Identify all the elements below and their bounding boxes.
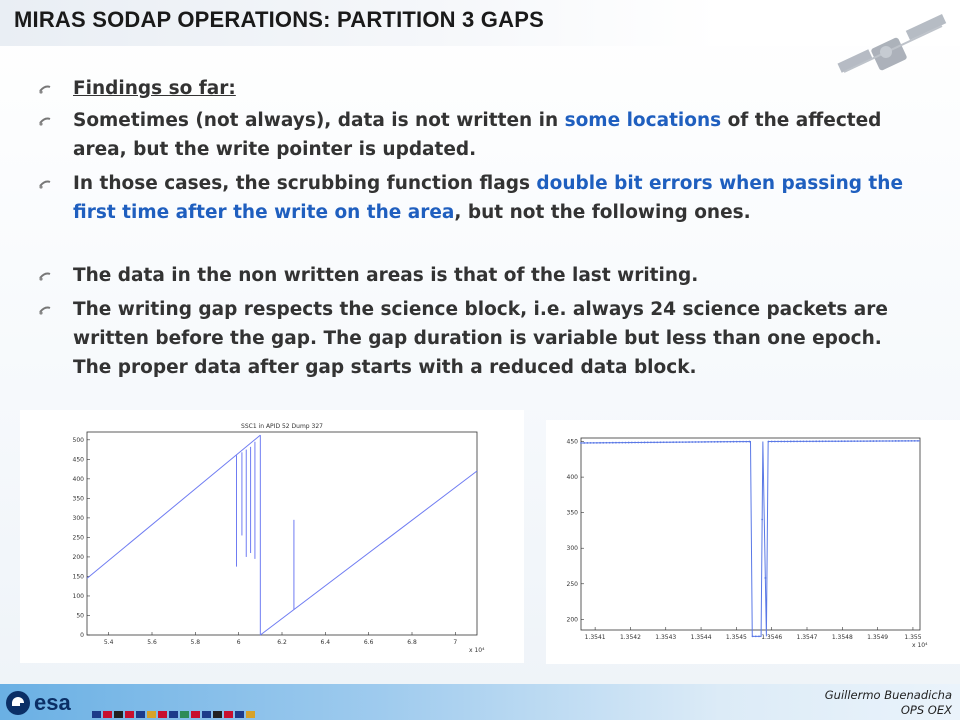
data-point [764,577,766,579]
data-point [825,440,827,442]
data-point [866,440,868,442]
x-tick-label: 1.3543 [655,634,677,641]
gap-zoom-plot-svg [546,420,960,664]
data-point [625,442,627,444]
bullet-icon [38,177,52,191]
data-point [803,440,805,442]
x-tick-label: 1.3544 [690,634,712,641]
data-point [602,442,604,444]
data-point [644,442,646,444]
gap-zoom-plot [546,420,960,664]
bullet-icon [38,269,52,283]
ssc1-plot [20,410,524,663]
data-point [882,440,884,442]
data-point [787,441,789,443]
data-point [847,440,849,442]
bullet-icon [38,114,52,128]
y-tick-label: 400 [566,474,578,482]
data-point [777,441,779,443]
y-tick-label: 300 [72,514,84,522]
text-run: of the affected area, but the write pointer is updated. [73,110,882,160]
data-point [685,441,687,443]
data-point [647,442,649,444]
data-point [888,440,890,442]
data-point [793,441,795,443]
y-tick-label: 450 [566,438,578,446]
y-tick-label: 400 [72,475,84,483]
data-point [660,441,662,443]
data-point [628,442,630,444]
y-tick-label: 500 [72,436,84,444]
data-point [669,441,671,443]
data-point [612,442,614,444]
member-flags [92,711,262,718]
data-point [729,441,731,443]
data-point [723,441,725,443]
highlight-run: some locations [564,110,722,131]
author-name: Guillermo Buenadicha [824,688,952,702]
data-point [809,440,811,442]
data-point [590,442,592,444]
data-point [780,441,782,443]
data-point [895,440,897,442]
x-tick-label: 6.6 [363,639,374,646]
data-point [656,441,658,443]
bullet-icon [38,82,52,96]
x-exponent-label: x 10⁴ [469,647,485,654]
data-point [911,440,913,442]
y-tick-label: 350 [566,509,578,517]
x-tick-label: 5.4 [103,639,114,646]
data-point [752,636,754,638]
x-tick-label: 6.2 [277,639,287,646]
data-point [615,442,617,444]
esa-logo [4,688,90,718]
author-block [825,688,952,718]
bullet-text [73,106,913,164]
data-point [758,636,760,638]
x-tick-label: 1.3546 [761,634,783,641]
x-tick-label: 1.3545 [725,634,747,641]
x-tick-label: 6.8 [407,639,417,646]
x-tick-label: 1.3549 [867,634,889,641]
bullet-icon [38,303,52,317]
data-point [784,441,786,443]
y-tick-label: 200 [566,616,578,624]
data-point [675,441,677,443]
data-point [755,636,757,638]
x-tick-label: 6 [236,639,241,646]
data-point [733,441,735,443]
data-point [768,441,770,443]
data-point [742,441,744,443]
y-tick-label: 250 [72,534,84,542]
bullet-text [73,261,913,290]
data-point [901,440,903,442]
page-title: MIRAS SODAP OPERATIONS: PARTITION 3 GAPS [14,7,544,32]
x-tick-label: 6.4 [320,639,331,646]
data-point [596,442,598,444]
y-tick-label: 300 [566,545,578,553]
data-point [653,441,655,443]
data-point [726,441,728,443]
x-tick-label: 1.3542 [619,634,641,641]
data-point [640,442,642,444]
text-run: , but not the following ones. [454,202,751,223]
data-point [749,441,751,443]
data-point [806,440,808,442]
data-point [745,441,747,443]
data-point [872,440,874,442]
data-point [631,442,633,444]
data-point [634,442,636,444]
data-point [828,440,830,442]
text-run: The data in the non written areas is that of the last writing. [73,265,699,286]
data-point [799,441,801,443]
data-point [714,441,716,443]
data-point [904,440,906,442]
data-point [672,441,674,443]
data-point [815,440,817,442]
data-point [771,441,773,443]
data-point [907,440,909,442]
data-point [707,441,709,443]
x-exponent-label: x 10⁴ [912,642,928,649]
data-point [583,442,585,444]
data-point [609,442,611,444]
x-tick-label: 7 [453,639,458,646]
y-tick-label: 50 [76,612,84,620]
data-point [841,440,843,442]
x-tick-label: 5.8 [190,639,201,646]
text-run: The writing gap respects the science block, i.e. always 24 science packets are written before the gap. The gap duration is variable but less than one epoch. The proper data after gap starts with a reduced data block. [73,299,888,378]
x-tick-label: 1.355 [904,634,922,641]
data-point [701,441,703,443]
data-point [637,442,639,444]
y-tick-label: 0 [80,632,84,639]
y-tick-label: 350 [72,495,84,503]
data-point [790,441,792,443]
x-tick-label: 1.3548 [831,634,853,641]
data-point [663,441,665,443]
data-point [761,519,763,521]
data-point [818,440,820,442]
esa-logo-text: esa [34,690,71,715]
data-point [822,440,824,442]
data-point [650,441,652,443]
data-point [774,441,776,443]
x-tick-label: 1.3541 [584,634,606,641]
data-point [586,442,588,444]
data-point [853,440,855,442]
y-tick-label: 100 [72,592,84,600]
data-point [679,441,681,443]
data-point [863,440,865,442]
data-point [666,441,668,443]
data-point [691,441,693,443]
data-point [879,440,881,442]
data-point [739,441,741,443]
data-point [838,440,840,442]
y-tick-label: 250 [566,580,578,588]
data-point [857,440,859,442]
data-point [580,442,582,444]
y-tick-label: 150 [72,573,84,581]
y-tick-label: 450 [72,456,84,464]
data-point [869,440,871,442]
data-point [720,441,722,443]
data-point [796,441,798,443]
data-point [710,441,712,443]
data-point [717,441,719,443]
author-dept: OPS OEX [900,703,952,717]
data-point [599,442,601,444]
data-point [618,442,620,444]
data-point [695,441,697,443]
data-point [885,440,887,442]
text-run: Sometimes (not always), data is not written in [73,110,565,131]
x-tick-label: 1.3547 [796,634,818,641]
data-point [834,440,836,442]
data-point [682,441,684,443]
x-tick-label: 5.6 [147,639,157,646]
chart-title: SSC1 in APID 52 Dump 327 [241,423,323,430]
data-point [860,440,862,442]
data-point [606,442,608,444]
ssc1-plot-svg [20,410,524,663]
data-point [917,440,919,442]
data-point [914,440,916,442]
findings-heading: Findings so far: [73,78,236,99]
data-point [850,440,852,442]
data-point [704,441,706,443]
title-bar [0,0,960,46]
data-point [812,440,814,442]
data-point [593,442,595,444]
data-point [831,440,833,442]
data-point [844,440,846,442]
data-point [736,441,738,443]
data-point [621,442,623,444]
bullet-text [73,74,913,103]
y-tick-label: 200 [72,553,84,561]
highlight-run: double bit errors when passing the first time after the write on the area [73,173,903,223]
text-run: In those cases, the scrubbing function flags [73,173,537,194]
plot-area [87,432,477,635]
bullet-text [73,169,913,227]
data-point [898,440,900,442]
data-point [688,441,690,443]
data-point [876,440,878,442]
data-point [892,440,894,442]
bullet-text [73,295,913,382]
data-point [698,441,700,443]
